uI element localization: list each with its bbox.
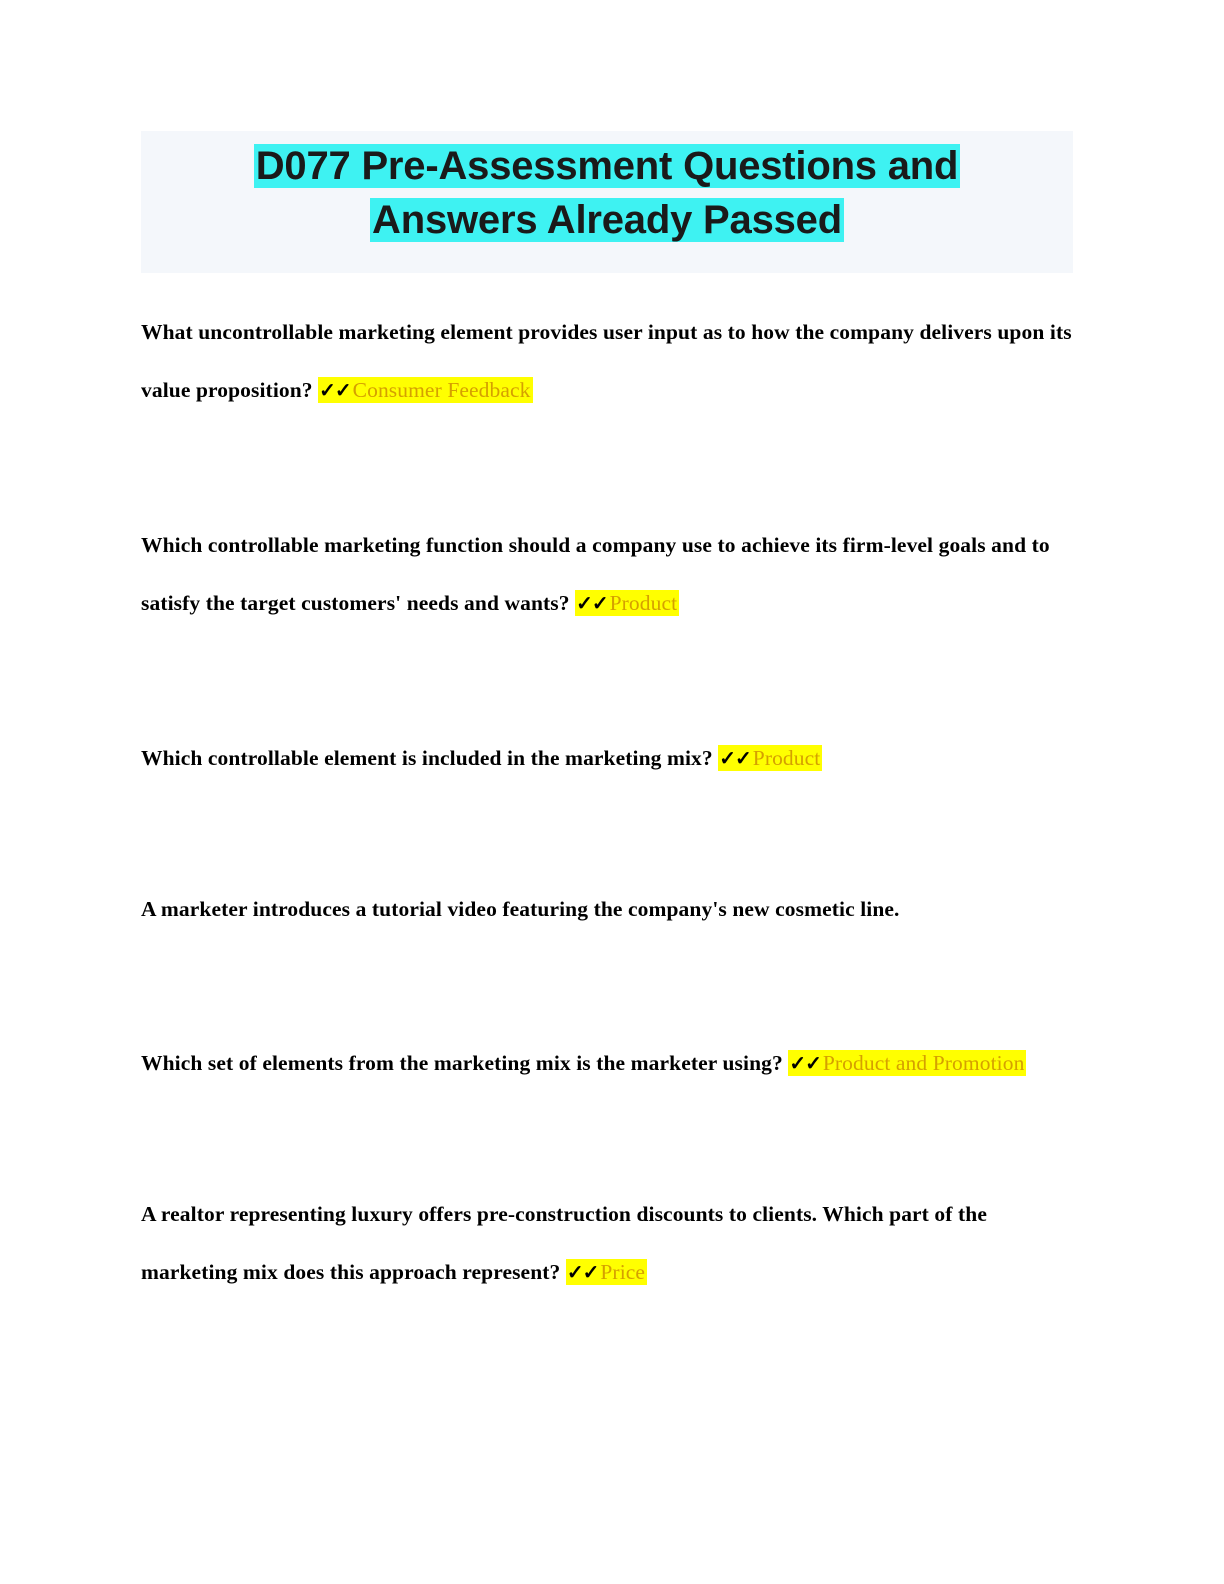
qa-item-2 [141,516,1077,633]
answer-text [575,590,679,616]
qa-line [141,729,1077,788]
check-icon: ✓✓ [319,380,351,402]
question-text: Which set of elements from the marketing mix is the marketer using? [141,1051,783,1075]
answer-text [318,377,532,403]
check-icon: ✓✓ [566,1262,599,1284]
answer-value: Product and Promotion [822,1051,1025,1075]
qa-line [141,1034,1077,1093]
question-text: What uncontrollable marketing element provides user input as to how the company delivers upon its value proposition? [141,320,1072,402]
question-text: Which controllable element is included in the marketing mix? [141,746,713,770]
spacer [141,938,1077,1034]
qa-item-5 [141,1034,1077,1093]
qa-line [141,1185,1077,1302]
answer-value: Price [600,1260,646,1284]
check-icon: ✓✓ [789,1053,821,1075]
answer-text [566,1259,647,1285]
answer-value: Product [609,591,678,615]
title-line-1: D077 Pre-Assessment Questions and [255,144,959,188]
check-icon: ✓✓ [719,748,751,770]
qa-line [141,516,1077,633]
title-line-2: Answers Already Passed [372,198,842,242]
page-title [141,131,1073,273]
qa-item-1 [141,303,1077,420]
check-icon: ✓✓ [576,593,608,615]
answer-value: Product [752,746,821,770]
document-title-block [141,131,1073,273]
question-text: Which controllable marketing function should a company use to achieve its firm-level goals and to satisfy the target customers' needs and wants? [141,533,1050,615]
question-text: A marketer introduces a tutorial video featuring the company's new cosmetic line. [141,897,900,921]
qa-line [141,303,1077,420]
qa-line [141,880,1077,938]
question-text: A realtor representing luxury offers pre-construction discounts to clients. Which part of the marketing mix does this approach represent? [141,1202,987,1284]
qa-item-6 [141,1185,1077,1302]
spacer [141,1093,1077,1185]
spacer [141,633,1077,729]
spacer [141,420,1077,516]
document-body [141,303,1077,1302]
qa-item-3 [141,729,1077,788]
spacer [141,788,1077,880]
qa-item-4 [141,880,1077,938]
answer-value: Consumer Feedback [352,378,531,402]
answer-text [788,1050,1026,1076]
answer-text [718,745,822,771]
